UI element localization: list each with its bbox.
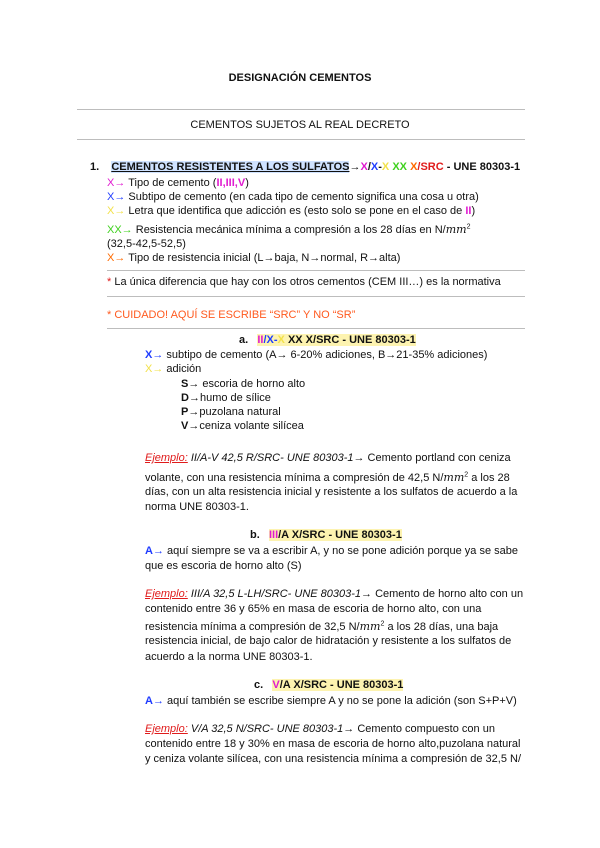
formula-rest: /A X/SRC - UNE 80303-1 bbox=[278, 529, 402, 541]
subsection-label: b. bbox=[250, 529, 260, 541]
note-star: * bbox=[107, 276, 112, 288]
formula-initial: X bbox=[410, 161, 418, 173]
example-text: volante, con una resistencia mínima a compresión de 42,5 N/ bbox=[145, 472, 444, 484]
example-a-line4: norma UNE 80303-1. bbox=[145, 501, 249, 513]
example-unit: mm bbox=[359, 620, 381, 633]
addition-s bbox=[181, 378, 305, 390]
addition-key: D bbox=[181, 392, 189, 404]
page-subtitle: CEMENTOS SUJETOS AL REAL DECRETO bbox=[190, 119, 410, 131]
def-unit: mm bbox=[445, 223, 467, 236]
def-text: Tipo de cemento ( bbox=[125, 177, 217, 189]
item-text: subtipo de cemento (A→ 6-20% adiciones, B→21-35% adiciones) bbox=[163, 349, 488, 361]
formula-addition: X bbox=[381, 161, 390, 173]
def-sup: 2 bbox=[466, 223, 471, 231]
formula-rest: /A X/SRC - UNE 80303-1 bbox=[279, 679, 404, 691]
section-heading bbox=[90, 161, 520, 173]
subsection-label: a. bbox=[239, 334, 249, 346]
example-label: Ejemplo: bbox=[145, 452, 188, 464]
example-b-line1 bbox=[145, 588, 523, 600]
formula-src: /SRC bbox=[417, 161, 444, 173]
example-a-line2 bbox=[145, 471, 510, 484]
example-label: Ejemplo: bbox=[145, 723, 188, 735]
def-initial bbox=[107, 252, 400, 264]
formula-type: V bbox=[272, 679, 280, 691]
example-b-line4: resistencia inicial, de bajo calor de hidratación y resistente a los sulfatos de bbox=[145, 635, 512, 647]
arrow: → bbox=[349, 161, 361, 173]
b-a-line1 bbox=[145, 545, 518, 557]
def-text: Tipo de resistencia inicial (L→baja, N→normal, R→alta) bbox=[125, 252, 401, 264]
def-key: X→ bbox=[107, 177, 126, 189]
example-text: → Cemento portland con ceniza bbox=[353, 452, 511, 464]
def-close: ) bbox=[245, 177, 249, 189]
addition-text: →humo de sílice bbox=[188, 392, 271, 404]
addition-d bbox=[181, 392, 271, 404]
divider bbox=[77, 109, 525, 110]
example-code: II/A-V 42,5 R/SRC- UNE 80303-1 bbox=[187, 452, 354, 464]
divider bbox=[107, 296, 525, 297]
def-key: X→ bbox=[107, 205, 126, 217]
subsection-a-heading bbox=[239, 334, 416, 346]
example-sup: 2 bbox=[464, 471, 469, 479]
example-text: a los 28 bbox=[468, 472, 510, 484]
addition-text: →puzolana natural bbox=[188, 406, 281, 418]
section-title: CEMENTOS RESISTENTES A LOS SULFATOS bbox=[111, 161, 350, 173]
example-b-line5: acuerdo a la norma UNE 80303-1. bbox=[145, 651, 313, 663]
note-normativa bbox=[107, 276, 501, 288]
note-text: La única diferencia que hay con los otros cementos (CEM III…) es la normativa bbox=[111, 276, 501, 288]
subsection-c-heading bbox=[254, 679, 403, 691]
formula-subtype: /X- bbox=[263, 334, 278, 346]
def-values: (32,5-42,5-52,5) bbox=[107, 238, 186, 250]
def-text: Letra que identifica que adicción es (esto solo se pone en el caso de bbox=[125, 205, 466, 217]
example-text: → Cemento de horno alto con un bbox=[361, 588, 524, 600]
example-c-line2: contenido entre 18 y 30% en masa de escoria de horno alto,puzolana natural bbox=[145, 738, 521, 750]
addition-key: S bbox=[181, 378, 189, 390]
page-title: DESIGNACIÓN CEMENTOS bbox=[228, 72, 372, 84]
def-text: Resistencia mecánica mínima a compresión a los 28 días en N/ bbox=[132, 224, 446, 236]
a-addition bbox=[145, 363, 201, 375]
def-resistance bbox=[107, 223, 471, 236]
example-text: a los 28 días, una baja bbox=[384, 621, 499, 633]
formula-type: II bbox=[257, 334, 264, 346]
formula-slash: / bbox=[367, 161, 371, 173]
def-addition bbox=[107, 205, 475, 217]
formula-type: X bbox=[360, 161, 368, 173]
example-code: V/A 32,5 N/SRC- UNE 80303-1 bbox=[187, 723, 344, 735]
def-key: X→ bbox=[107, 191, 126, 203]
example-c-line3: y ceniza volante silícea, con una resistencia mínima a compresión de 32,5 N/ bbox=[145, 753, 522, 765]
a-subtype bbox=[145, 349, 487, 361]
addition-p bbox=[181, 406, 281, 418]
item-key: A→ bbox=[145, 695, 164, 707]
example-text: resistencia mínima a compresión de 32,5 N/ bbox=[145, 621, 360, 633]
example-unit: mm bbox=[443, 471, 465, 484]
example-sup: 2 bbox=[380, 620, 385, 628]
example-b-line3 bbox=[145, 620, 498, 633]
item-text: aquí siempre se va a escribir A, y no se pone adición porque ya se sabe bbox=[163, 545, 518, 557]
subsection-b-heading bbox=[250, 529, 402, 541]
section-number: 1. bbox=[90, 161, 100, 173]
formula-type: III bbox=[268, 529, 279, 541]
addition-key: V bbox=[181, 420, 189, 432]
item-key: X→ bbox=[145, 363, 164, 375]
example-a-line3: días, con un alta resistencia inicial y resistente a los sulfatos de acuerdo a la bbox=[145, 486, 518, 498]
formula-addition: X bbox=[277, 334, 285, 346]
addition-v bbox=[181, 420, 304, 432]
def-text: Subtipo de cemento (en cada tipo de cemento significa una cosa u otra) bbox=[125, 191, 479, 203]
addition-key: P bbox=[181, 406, 189, 418]
item-key: A→ bbox=[145, 545, 164, 557]
item-text: aquí también se escribe siempre A y no se pone la adición (son S+P+V) bbox=[163, 695, 517, 707]
def-extra: II,III,V bbox=[216, 177, 246, 189]
def-type bbox=[107, 177, 249, 189]
def-close: ) bbox=[471, 205, 476, 217]
item-text: adición bbox=[163, 363, 202, 375]
formula-dash: - bbox=[378, 161, 382, 173]
divider bbox=[107, 270, 525, 271]
c-a-line1 bbox=[145, 695, 517, 707]
item-key: X→ bbox=[145, 349, 164, 361]
def-subtype bbox=[107, 191, 479, 203]
example-code: III/A 32,5 L-LH/SRC- UNE 80303-1 bbox=[187, 588, 362, 600]
example-a-line1 bbox=[145, 452, 511, 464]
example-label: Ejemplo: bbox=[145, 588, 188, 600]
def-key: X→ bbox=[107, 252, 126, 264]
note-src: * CUIDADO! AQUÍ SE ESCRIBE “SRC” Y NO “SR” bbox=[107, 309, 356, 321]
subsection-label: c. bbox=[254, 679, 264, 691]
formula-rest: XX X/SRC - UNE 80303-1 bbox=[284, 334, 416, 346]
b-a-line2: que es escoria de horno alto (S) bbox=[145, 560, 302, 572]
divider bbox=[107, 328, 525, 329]
divider bbox=[77, 139, 525, 140]
formula-subtype: X bbox=[370, 161, 379, 173]
formula-resistance: XX bbox=[392, 161, 407, 173]
formula-une: - UNE 80303-1 bbox=[443, 161, 521, 173]
addition-text: →ceniza volante silícea bbox=[188, 420, 304, 432]
example-c-line1 bbox=[145, 723, 495, 735]
def-key: XX→ bbox=[107, 224, 133, 236]
example-text: → Cemento compuesto con un bbox=[343, 723, 495, 735]
addition-text: → escoria de horno alto bbox=[188, 378, 306, 390]
example-b-line2: contenido entre 36 y 65% en masa de escoria de horno alto, con una bbox=[145, 603, 482, 615]
def-extra: II bbox=[465, 205, 472, 217]
